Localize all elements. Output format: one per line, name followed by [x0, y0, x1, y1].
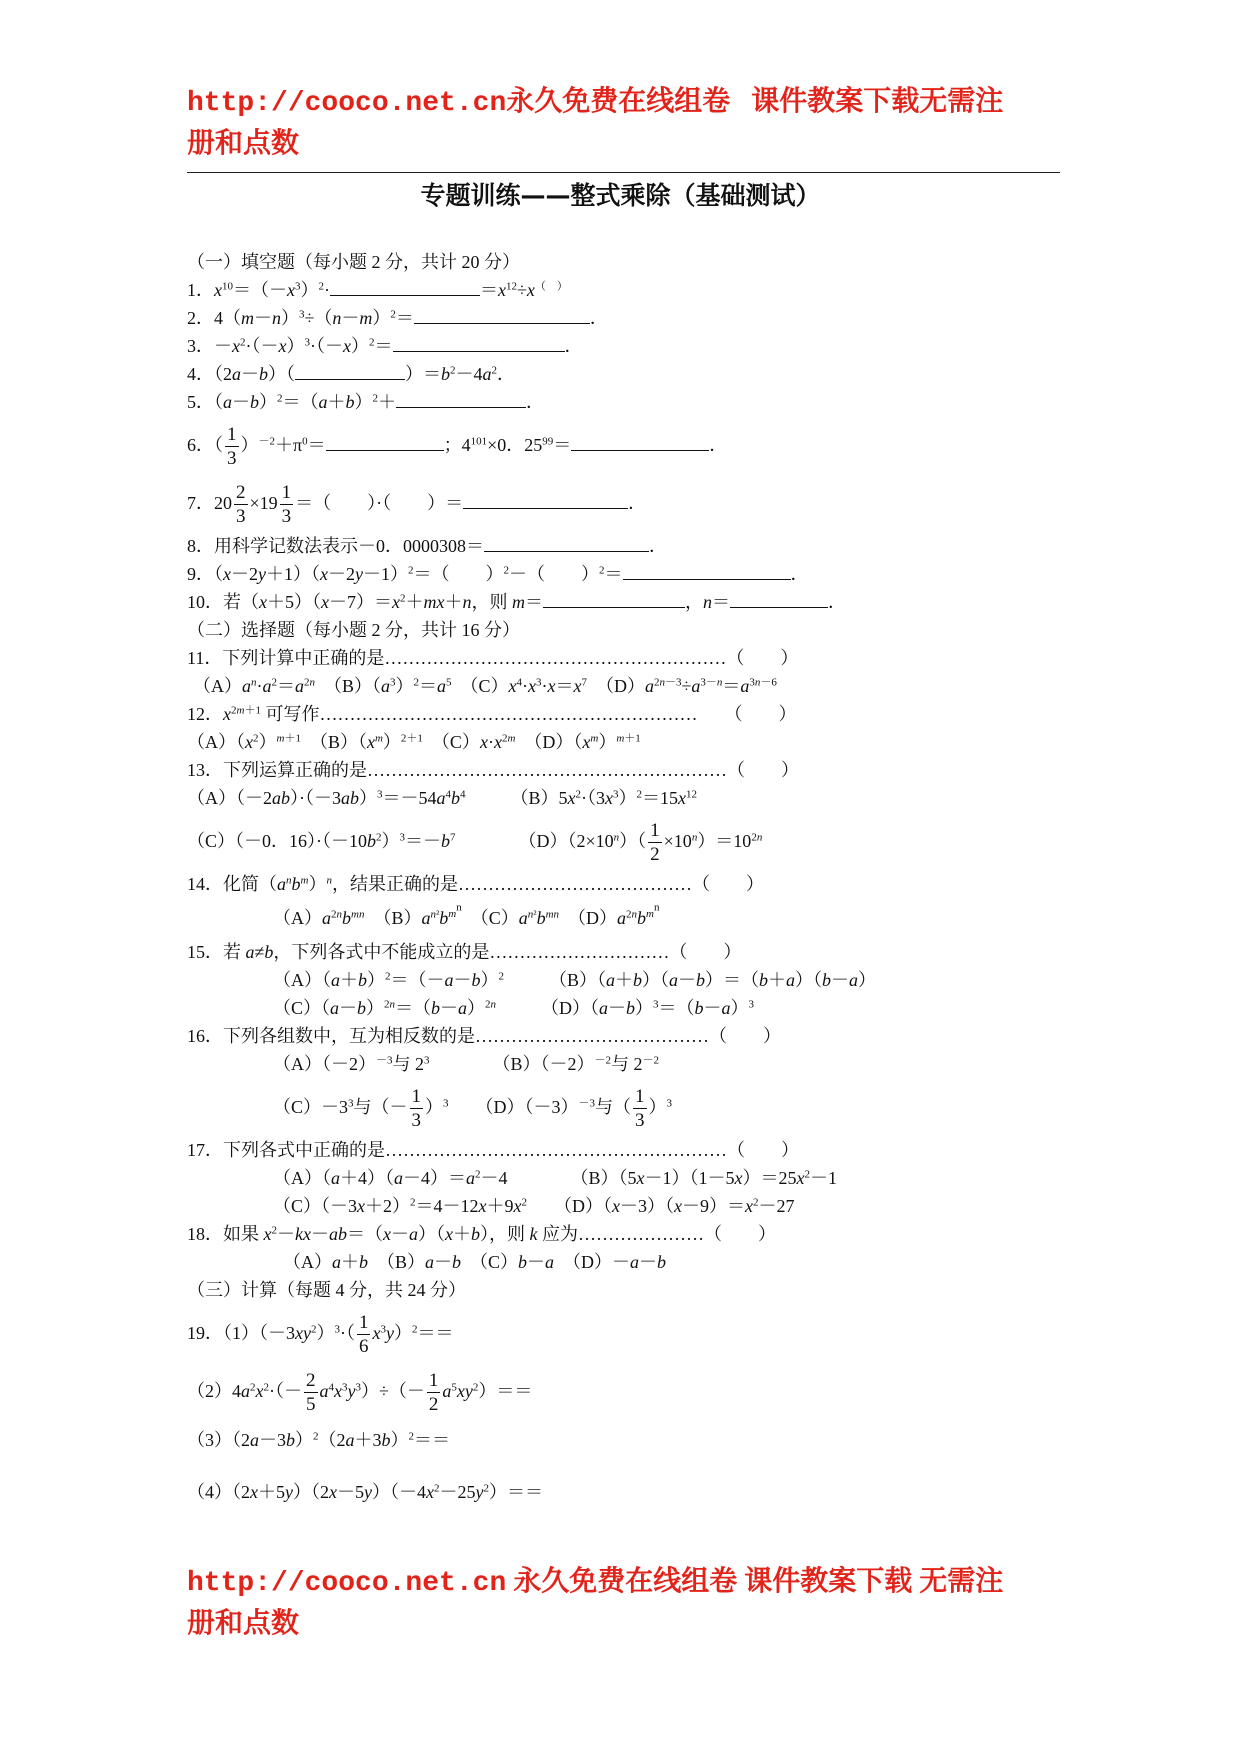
banner-text: 永久免费在线组卷 [506, 86, 731, 117]
section-heading: （三）计算（每题 4 分，共 24 分） [187, 1280, 466, 1300]
question-13-options-ab: $(A)(-2ab)\cdot(-3ab)^3=-54a^4b^4$ $(B)5x^2\cdot(3x^3)^2=15x^{12}$ [187, 788, 698, 808]
page-title: 专题训练——整式乘除（基础测试） [420, 181, 821, 210]
footer-banner[interactable] [187, 1562, 1087, 1644]
question-11-options: $(A)a^n\cdot a^2=a^{2n}$ $(B)(a^3)^2=a^5$ $(C)x^4\cdot x^3\cdot x=x^7$ $(D)a^{2n-3}\div a^{3-n}=a^{3n-6}$ [193, 676, 777, 696]
section-heading: （一）填空题（每小题 2 分，共计 20 分） [187, 252, 520, 272]
question-15-options-cd: $(C)(a-b)^{2n}=(b-a)^{2n}$ $(D)(a-b)^3=(b-a)^3$ [273, 998, 755, 1018]
question-8: 8．用科学记数法表示－0．0000308＝ ． [187, 532, 1067, 560]
question-6: 6．（ $\frac{1}{3}$ ）$^{-2}+\pi^0=$ ；$4^{101}\times 0$．$25^{99}=$ ． [187, 424, 728, 470]
question-11: 11．下列计算中正确的是…………………………………………………（ ） [187, 648, 799, 668]
question-19-2: $(2)4a^2x^2\cdot(-$ $\frac{2}{5}$ $a^4x^3y^3)\div(-$ $\frac{1}{2}$ $a^5xy^2)==$ [187, 1370, 533, 1416]
question-17-options-cd: $(C)(-3x+2)^2=4-12x+9x^2$ $(D)(x-3)(x-9)=x^2-27$ [273, 1196, 795, 1216]
question-15: 15．若 a≠b，下列各式中不能成立的是…………………………（ ） [187, 942, 742, 962]
question-16-options-cd: $(C)-3^3$与（－ $\frac{1}{3}$ ）$^3$ $(D)(-3)^{-3}$与（ $\frac{1}{3}$ ）$^3$ [273, 1086, 673, 1132]
question-17: 17．下列各式中正确的是…………………………………………………（ ） [187, 1140, 799, 1160]
question-12: 12．$x^{2m+1}$ 可写作……………………………………………………… （ ） [187, 704, 797, 724]
question-1: 1．$x^{10}=(-x^3)^2\cdot =x^{12}\div x^{( )}$ [187, 276, 1067, 304]
banner-text: 册和点数 [187, 1608, 300, 1639]
question-13-options-cd: （C）（－0．$16)\cdot(-10b^2)^3=-b^7$ $(D)(2\times 10^n)$（ $\frac{1}{2}$ $\times 10^n)=10^{2n}$ [187, 820, 763, 866]
exercise-content [187, 248, 1067, 1512]
banner-text: 课件教案下载无需注 [751, 86, 1004, 117]
header-rule [187, 172, 1060, 173]
question-16-options-ab: $(A)(-2)^{-3}$与 $2^3$ $(B)(-2)^{-2}$与 $2^{-2}$ [273, 1054, 660, 1074]
question-3: 3．$-x^2\cdot(-x)^3\cdot(-x)^2=$ ． [187, 332, 1067, 360]
question-16: 16．下列各组数中，互为相反数的是…………………………………（ ） [187, 1026, 781, 1046]
question-18: 18．如果 $x^2-kx-ab=(x-a)(x+b)$，则 k 应为…………………（ ） [187, 1224, 776, 1244]
question-19-1: 19．$(1)(-3xy^2)^3\cdot$（ $\frac{1}{6}$ $x^3y)^2==$ [187, 1312, 454, 1358]
question-14: 14．化简$(a^nb^m)^n$，结果正确的是…………………………………（ ） [187, 874, 764, 894]
question-19-3: $(3)(2a-3b)^2(2a+3b)^2==$ [187, 1430, 450, 1450]
question-2: 2．$4(m-n)^3\div(n-m)^2=$ ． [187, 304, 1067, 332]
question-5: 5．$(a-b)^2=(a+b)^2+$ ． [187, 388, 1067, 416]
question-19-4: $(4)(2x+5y)(2x-5y)(-4x^2-25y^2)==$ [187, 1482, 543, 1502]
question-17-options-ab: $(A)(a+4)(a-4)=a^2-4$ $(B)(5x-1)(1-5x)=25x^2-1$ [273, 1168, 838, 1188]
banner-url[interactable]: http://cooco.net.cn [187, 1568, 507, 1599]
banner-text: 永久免费在线组卷 [513, 1566, 738, 1597]
question-13: 13．下列运算正确的是……………………………………………………（ ） [187, 760, 799, 780]
banner-text: 册和点数 [187, 128, 300, 159]
header-banner[interactable] [187, 82, 1067, 164]
banner-text: 无需注 [919, 1566, 1004, 1597]
question-14-options: $(A)a^{2n}b^{mn}$ $(B)a^{n^2}b^{m^n}$ $(C)a^{n^2}b^{mn}$ $(D)a^{2n}b^{m^n}$ [273, 901, 660, 928]
question-9: 9．$(x-2y+1)(x-2y-1)^2=$（ ）$^2$－（ ）$^2$＝ ． [187, 560, 1067, 588]
question-10: 10．若$(x+5)(x-7)=x^2+mx+n$，则 m＝ ，n＝ ． [187, 588, 1067, 616]
banner-url[interactable]: http://cooco.net.cn [187, 88, 507, 119]
banner-text: 课件教案下载 [744, 1566, 913, 1597]
question-18-options: （A）a＋b （B）a－b （C）b－a （D）－a－b [283, 1252, 667, 1272]
question-4: 4．（2a－b）（ ）$=b^2-4a^2$． [187, 360, 1067, 388]
question-12-options: $(A)(x^2)^{m+1}$ $(B)(x^m)^{2+1}$ $(C)x\cdot x^{2m}$ $(D)(x^m)^{m+1}$ [187, 732, 641, 752]
question-7: 7．20 $\frac{2}{3}$ ×19 $\frac{1}{3}$ ＝（ ）·（ ）＝ ． [187, 482, 647, 528]
question-15-options-ab: $(A)(a+b)^2=(-a-b)^2$ （B）（a＋b）（a－b）＝（b＋a）（b－a） [273, 970, 877, 990]
section-heading: （二）选择题（每小题 2 分，共计 16 分） [187, 620, 520, 640]
